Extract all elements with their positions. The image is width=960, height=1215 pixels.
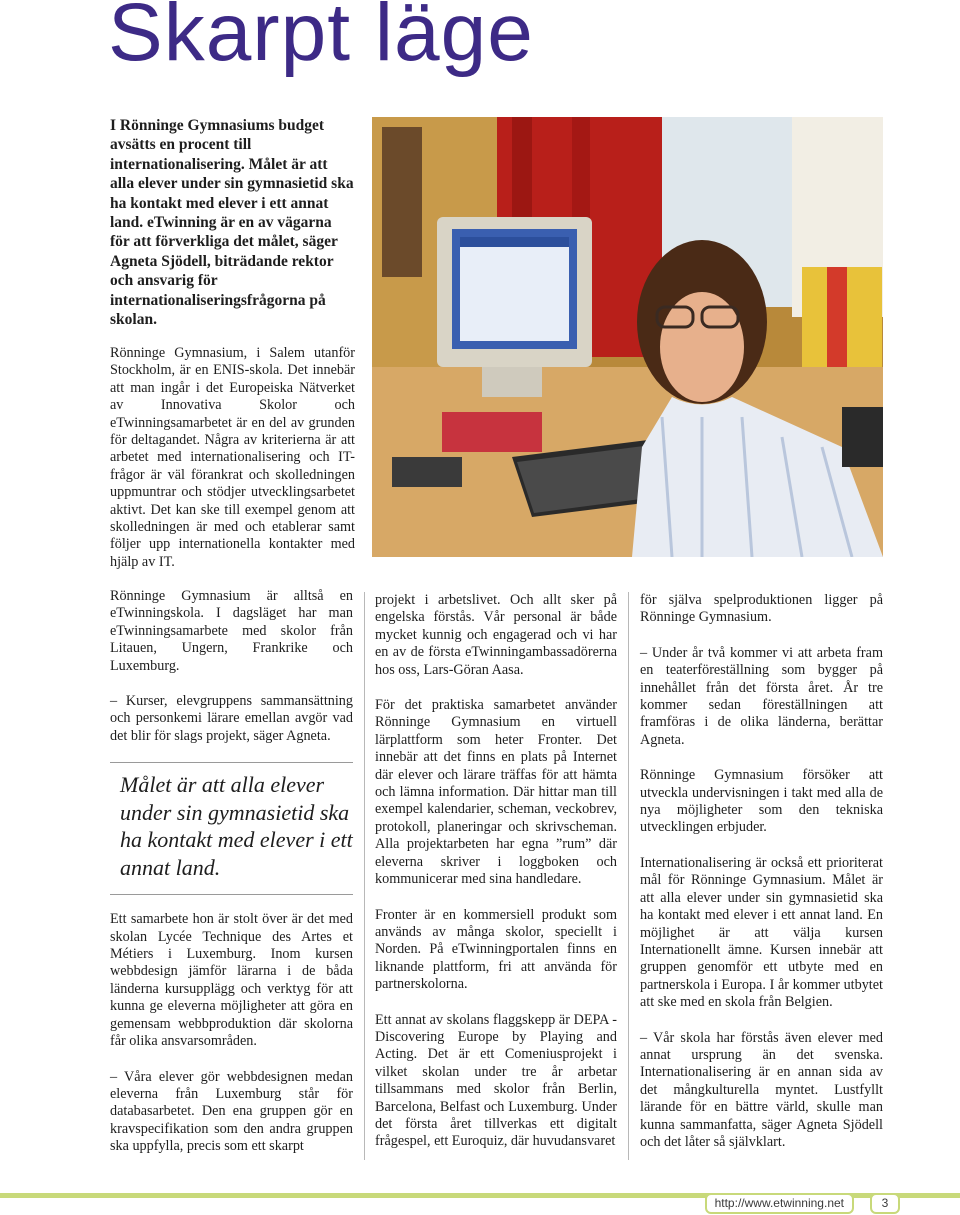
column-1 — [110, 588, 353, 1156]
column-2 — [375, 592, 617, 1151]
paragraph: Ett annat av skolans flaggskepp är DEPA - Discovering Europe by Playing and Acting. Det är ett Comeniusprojekt i vilket skolan under tre år arbetar tillsammans med skolor från Berlin, Barcelona, Belfast och Luxemburg. Under det första året tillverkas ett digitalt frågespel, ett Euroquiz, där huvudansvaret — [375, 1011, 617, 1150]
paragraph: Ett samarbete hon är stolt över är det med skolan Lycée Technique des Artes et Métiers i Luxemburg. Inom kursen webbdesign jämför lärarna i de båda länderna kursupplägg och verktyg för att kunna ge eleverna möjligheter att göra en gemensam webbproduktion där skolorna får olika ansvarsområden. — [110, 911, 353, 1050]
column-divider — [364, 592, 365, 1160]
column-3 — [640, 592, 883, 1151]
paragraph: – Vår skola har förstås även elever med annat ursprung än det svenska. Internationalisering är en annan sida av det mångkulturella myntet. Lustfyllt lärande för en bättre värld, skulle man kunna sammanfatta, säger Agneta Sjödell och det låter så självklart. — [640, 1029, 883, 1150]
paragraph: Internationalisering är också ett prioriterat mål för Rönninge Gymnasium. Målet är att alla elever under sin gymnasietid ska ha kontakt med elever i ett annat land. En möjlighet är att välja kursen Internationellt ämne. Kursen innebär att gruppen genomför ett utbyte med en partnerskola i Europa. I år kommer utbytet att ske med en skola från Belgien. — [640, 854, 883, 1011]
page-number: 3 — [870, 1193, 900, 1214]
paragraph: Rönninge Gymnasium försöker att utveckla undervisningen i takt med alla de nya möjligheter som den tekniska utvecklingen erbjuder. — [640, 767, 883, 836]
column-1-top — [110, 345, 355, 571]
paragraph: – Våra elever gör webbdesignen medan eleverna från Luxemburg står för databasarbetet. Den ena gruppen gör en kravspecifikation som den andra gruppen ska uppfylla, precis som ett skarpt — [110, 1068, 353, 1155]
page-title: Skarpt läge — [108, 0, 534, 78]
paragraph: För det praktiska samarbetet använder Rönninge Gymnasium en virtuell lärplattform som heter Fronter. Det innebär att det finns en plats på Internet där elever och lärare träffas för att hämta och lämna information. Där hittar man till exempel kalendarier, scheman, veckobrev, protokoll, planeringar och skrivscheman. Alla projektarbeten har egna ”rum” där eleverna skriver i loggboken och kommunicerar med sina handledare. — [375, 697, 617, 888]
paragraph: – Under år två kommer vi att arbeta fram en teaterföreställning som bygger på innehållet från det första året. År tre kommer sedan föreställningen att framföras i de olika länderna, berättar Agneta. — [640, 644, 883, 748]
column-divider — [628, 592, 629, 1160]
paragraph: för själva spelproduktionen ligger på Rönninge Gymnasium. — [640, 592, 883, 626]
paragraph: Rönninge Gymnasium är alltså en eTwinningskola. I dagsläget har man eTwinningsamarbete med skolor från Litauen, Ungern, Frankrike och Luxemburg. — [110, 588, 353, 674]
footer-link[interactable]: http://www.etwinning.net — [705, 1193, 854, 1214]
photo-agneta-sjodell — [372, 117, 883, 557]
paragraph: – Kurser, elevgruppens sammansättning och personkemi lärare emellan avgör vad det blir för slags projekt, säger Agneta. — [110, 693, 353, 744]
article-intro: I Rönninge Gymnasiums budget avsätts en procent till internationalisering. Målet är att alla elever under sin gymnasietid ska ha kontakt med elever i ett annat land. eTwinning är en av vägarna för att förverkliga det målet, säger Agneta Sjödell, biträdande rektor och ansvarig för internationaliseringsfrågorna på skolan. — [110, 117, 354, 329]
pull-quote: Målet är att alla elever under sin gymnasietid ska ha kontakt med elever i ett annat land. — [120, 772, 353, 880]
paragraph: Rönninge Gymnasium, i Salem utanför Stockholm, är en ENIS-skola. Det innebär att man ingår i det Europeiska Nätverket av Innovativa Skolor och eTwinningsamarbetet är en del av grunden för deltagandet. Några av kriterierna är att arbetet med internationalisering och IT-frågor är väl förankrat och skolledningen uppmuntrar och stödjer utvecklingsarbetet aktivt. Det kan ske till exempel genom att skolledningen är med och etablerar samt följer upp internationella kontakter med hjälp av IT. — [110, 345, 355, 570]
paragraph: projekt i arbetslivet. Och allt sker på engelska förstås. Vår personal är både mycket kunnig och engagerad och vi har en av de första eTwinningambassadörerna hos oss, Lars-Göran Aasa. — [375, 592, 617, 678]
paragraph: Fronter är en kommersiell produkt som används av många skolor, speciellt i Norden. På eTwinningportalen finns en liknande plattform, fri att använda för partnerskolorna. — [375, 906, 617, 993]
